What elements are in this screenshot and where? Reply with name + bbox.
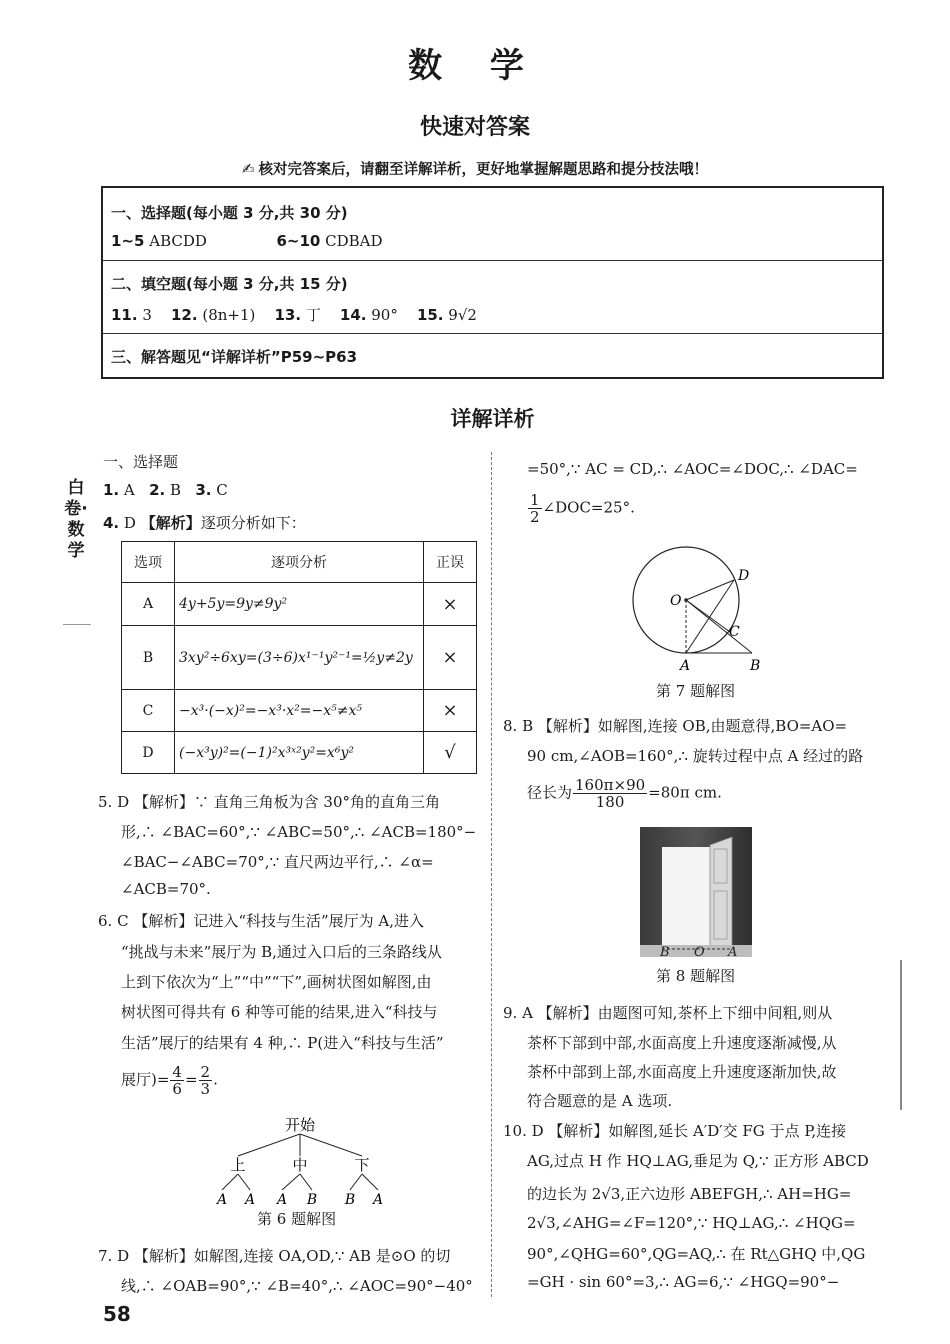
detailed-solutions-title: 详解详析 [450, 407, 535, 431]
q9-line: 茶杯下部到中部,水面高度上升速度逐渐减慢,从 [527, 1034, 837, 1052]
q6-line: 上到下依次为“上”“中”“下”,画树状图如解图,由 [121, 973, 432, 991]
range-label: 1~5 [111, 232, 145, 250]
column-divider [491, 452, 492, 1297]
point-label: B [750, 658, 761, 674]
range-answers: ABCDD [149, 232, 207, 250]
table-row [122, 626, 477, 690]
point-label: O [694, 945, 705, 957]
q-num: 3. [195, 481, 212, 499]
tree-leaf: A [244, 1192, 256, 1208]
table-cell: −x³·(−x)²=−x³·x²=−x⁵≠x⁵ [175, 690, 424, 732]
tree-leaf: A [216, 1192, 228, 1208]
q7-text: ∠DOC=25°. [542, 498, 635, 517]
tree-diagram [200, 1112, 400, 1212]
hint-line [0, 158, 950, 179]
fill-num: 15. [416, 306, 444, 324]
tree-node: 上 [230, 1156, 246, 1174]
quick-answers-title: 快速对答案 [419, 115, 530, 140]
q-ans: B [170, 481, 182, 499]
table-cell: 3xy²÷6xy=(3÷6)x¹⁻¹y²⁻¹=½y≠2y [175, 626, 424, 690]
table-cell: √ [424, 732, 477, 774]
q-ans: C [216, 481, 228, 499]
fill-num: 14. [339, 306, 367, 324]
figure-caption: 第 7 题解图 [656, 682, 736, 700]
choice-answers [111, 232, 383, 250]
q4-line [103, 512, 306, 533]
table-cell: 4y+5y=9y≠9y² [175, 583, 424, 626]
fill-val: (8n+1) [202, 306, 256, 324]
q8-text: =80π cm. [648, 783, 722, 802]
answer-section-solve [103, 334, 882, 379]
table-cell: × [424, 583, 477, 626]
q8-last-line [527, 777, 722, 810]
table-header: 选项 [122, 542, 175, 583]
fill-val: 3 [142, 306, 152, 324]
point-label: D [738, 568, 750, 584]
hint-text: 核对完答案后，请翻至详解详析，更好地掌握解题思路和提分技法哦！ [258, 162, 709, 178]
table-row [122, 690, 477, 732]
q8-text: 径长为 [527, 783, 573, 802]
section-title: 二、填空题(每小题 3 分,共 15 分) [111, 275, 348, 293]
q-num: 4. [103, 514, 120, 532]
answer-section-fill [103, 261, 882, 334]
answers-1-3 [103, 481, 228, 499]
tree-node: 下 [354, 1156, 370, 1174]
q6-line: “挑战与未来”展厅为 B,通过入口后的三条路线从 [121, 943, 442, 961]
tree-root: 开始 [284, 1116, 316, 1134]
table-header: 正误 [424, 542, 477, 583]
range-answers: CDBAD [325, 232, 383, 250]
q-text: 逐项分析如下： [200, 514, 306, 532]
numerator: 160π×90 [575, 776, 646, 794]
q6-last-line: 展厅)= $\frac{4}{6}$ = $\frac{2}{3}$ . [121, 1063, 218, 1098]
side-label: 白卷·数学 [64, 478, 88, 561]
figure-caption: 第 8 题解图 [656, 967, 736, 985]
q5-line: 形,∴ ∠BAC=60°,∵ ∠ABC=50°,∴ ∠ACB=180°− [121, 823, 477, 841]
section-title: 一、选择题(每小题 3 分,共 30 分) [111, 204, 348, 222]
figure-caption: 第 6 题解图 [257, 1210, 337, 1228]
page-title: 数 学 [408, 46, 542, 86]
fraction [170, 1064, 184, 1097]
fill-val: 9√2 [448, 306, 477, 324]
denominator: 6 [172, 1080, 182, 1098]
q10-line: 的边长为 2√3,正六边形 ABEFGH,∴ AH=HG= [527, 1185, 852, 1203]
section-heading: 一、选择题 [103, 453, 179, 471]
range-label: 6~10 [276, 232, 321, 250]
point-label: A [680, 658, 691, 674]
tree-leaf: A [276, 1192, 288, 1208]
q9-line: 符合题意的是 A 选项. [527, 1092, 673, 1110]
q9-line: 9. A 【解析】由题图可知,茶杯上下细中间粗,则从 [503, 1004, 833, 1022]
pen-icon: ✍ [241, 160, 255, 178]
denominator: 3 [200, 1080, 211, 1098]
q5-line: 5. D 【解析】∵ 直角三角板为含 30°角的直角三角 [98, 793, 440, 811]
q-ans: D [123, 514, 136, 532]
point-label: B [660, 945, 670, 957]
fill-answers [111, 304, 477, 325]
section-title: 三、解答题见“详解详析”P59~P63 [111, 348, 358, 366]
numerator: 1 [530, 491, 540, 509]
analysis-table [121, 541, 477, 774]
q6-text: 展厅)= [121, 1070, 170, 1089]
denominator: 180 [595, 793, 625, 811]
table-cell: B [122, 626, 175, 690]
table-cell: A [122, 583, 175, 626]
q6-line: 树状图可得共有 6 种等可能的结果,进入“科技与 [121, 1003, 438, 1021]
q7-cont-line2 [527, 492, 635, 525]
q8-line: 90 cm,∠AOB=160°,∴ 旋转过程中点 A 经过的路 [527, 747, 864, 765]
table-header-row [122, 542, 477, 583]
table-row [122, 732, 477, 774]
table-cell: × [424, 690, 477, 732]
fraction [528, 492, 542, 525]
q-ans: A [123, 481, 135, 499]
tree-leaf: A [372, 1192, 384, 1208]
point-label: A [728, 945, 738, 957]
side-divider [63, 624, 91, 625]
fill-val: 90° [371, 306, 398, 324]
q7-line: 线,∴ ∠OAB=90°,∵ ∠B=40°,∴ ∠AOC=90°−40° [121, 1277, 473, 1295]
table-cell: × [424, 626, 477, 690]
q5-line: ∠ACB=70°. [121, 880, 211, 898]
fraction [199, 1064, 213, 1097]
numerator: 4 [172, 1063, 182, 1081]
q10-line: AG,过点 H 作 HQ⊥AG,垂足为 Q,∵ 正方形 ABCD [527, 1152, 869, 1170]
fill-val: 丁 [305, 306, 321, 324]
fill-num: 12. [170, 306, 198, 324]
table-row [122, 583, 477, 626]
numerator: 2 [200, 1063, 211, 1081]
denominator: 2 [530, 508, 540, 526]
q10-line: =GH · sin 60°=3,∴ AG=6,∵ ∠HGQ=90°− [527, 1273, 840, 1291]
q5-line: ∠BAC−∠ABC=70°,∵ 直尺两边平行,∴ ∠α= [121, 853, 434, 871]
table-cell: (−x³y)²=(−1)²x³ˣ²y²=x⁶y² [175, 732, 424, 774]
q9-line: 茶杯中部到上部,水面高度上升速度逐渐加快,故 [527, 1063, 837, 1081]
analysis-tag: 【解析】 [140, 514, 201, 532]
tree-leaf: B [306, 1192, 318, 1208]
point-label: O [670, 593, 682, 609]
figure-7-circle [630, 540, 770, 680]
figure-8-door-image [640, 827, 752, 957]
page-number: 58 [103, 1302, 131, 1326]
fill-num: 13. [274, 306, 302, 324]
q8-line: 8. B 【解析】如解图,连接 OB,由题意得,BO=AO= [503, 717, 848, 735]
q7-line: 7. D 【解析】如解图,连接 OA,OD,∵ AB 是⊙O 的切 [98, 1247, 451, 1265]
q10-line: 90°,∠QHG=60°,QG=AQ,∴ 在 Rt△GHQ 中,QG [527, 1245, 866, 1263]
point-label: C [729, 624, 740, 640]
q10-line: 10. D 【解析】如解图,延长 A′D′交 FG 于点 P,连接 [503, 1122, 847, 1140]
answer-section-choice [103, 188, 882, 261]
table-cell: D [122, 732, 175, 774]
q10-line: 2√3,∠AHG=∠F=120°,∵ HQ⊥AG,∴ ∠HQG= [527, 1214, 856, 1232]
q6-line: 6. C 【解析】记进入“科技与生活”展厅为 A,进入 [98, 912, 425, 930]
margin-bar [900, 960, 902, 1110]
fill-num: 11. [111, 306, 138, 324]
answer-box [101, 186, 884, 379]
q6-line: 生活”展厅的结果有 4 种,∴ P(进入“科技与生活” [121, 1034, 444, 1052]
tree-node: 中 [292, 1156, 308, 1174]
q-num: 1. [103, 481, 120, 499]
table-cell: C [122, 690, 175, 732]
table-header: 逐项分析 [175, 542, 424, 583]
q-num: 2. [149, 481, 166, 499]
q7-cont-line: =50°,∵ AC = CD,∴ ∠AOC=∠DOC,∴ ∠DAC= [527, 460, 858, 478]
fraction [573, 777, 647, 810]
tree-leaf: B [344, 1192, 356, 1208]
